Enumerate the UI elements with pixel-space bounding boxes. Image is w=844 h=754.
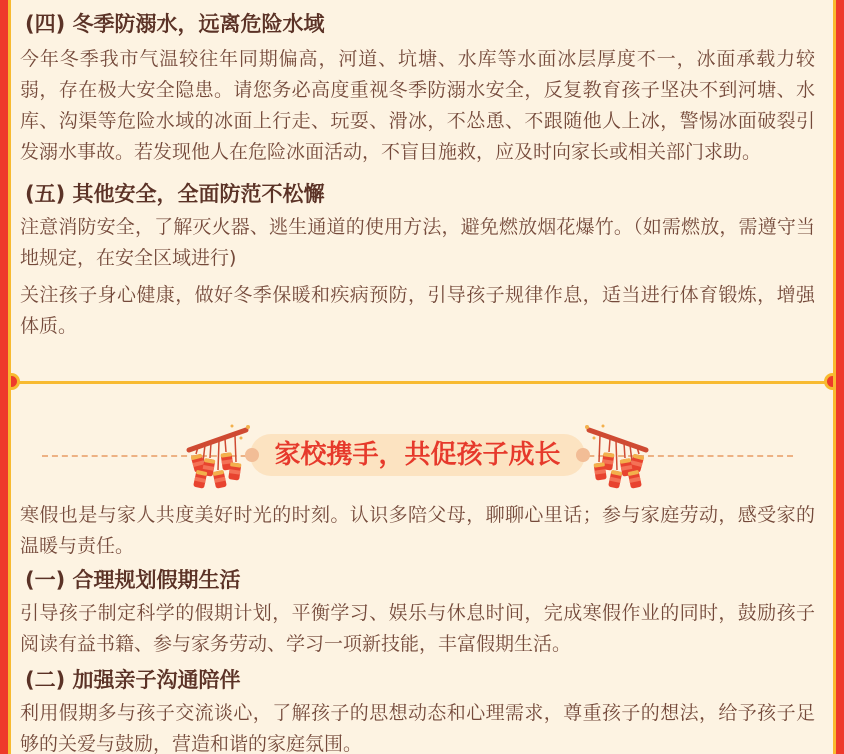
para-fire-safety: 注意消防安全，了解灭火器、逃生通道的使用方法，避免燃放烟花爆竹。（如需燃放，需遵守当地规定，在安全区域进行): [20, 216, 815, 269]
panel-divider: [8, 381, 836, 384]
firecracker-left-icon: [182, 419, 254, 491]
pill-dot-left: [245, 448, 259, 462]
heading-winter-drowning: (四) 冬季防溺水，远离危险水域: [25, 12, 325, 36]
para-holiday-plan: 引导孩子制定科学的假期计划，平衡学习、娱乐与休息时间，完成寒假作业的同时，鼓励孩子阅读有益书籍、参与家务劳动、学习一项新技能，丰富假期生活。: [20, 602, 815, 655]
banner-pill: [250, 434, 584, 476]
banner-title: 家校携手，共促孩子成长: [274, 440, 561, 470]
banner-home-school: [20, 413, 815, 497]
pill-dot-right: [576, 448, 590, 462]
para-health: 关注孩子身心健康，做好冬季保暖和疾病预防，引导孩子规律作息，适当进行体育锻炼，增强体质。: [20, 284, 815, 337]
section-family-growth: [20, 500, 815, 754]
article-content: [11, 0, 833, 754]
heading-other-safety: (五) 其他安全，全面防范不松懈: [25, 182, 325, 206]
left-gold-line: [8, 0, 11, 754]
para-family-intro: 寒假也是与家人共度美好时光的时刻。认识多陪父母，聊聊心里话；参与家庭劳动，感受家的温暖与责任。: [20, 504, 815, 557]
section-winter-safety: [20, 12, 815, 342]
heading-parent-child-communication: (二) 加强亲子沟通陪伴: [25, 668, 241, 692]
right-red-border: [836, 0, 844, 754]
para-parent-child-communication: 利用假期多与孩子交流谈心，了解孩子的思想动态和心理需求，尊重孩子的想法，给予孩子足够的关爱与鼓励，营造和谐的家庭氛围。: [20, 702, 815, 754]
right-gold-line: [833, 0, 836, 754]
heading-holiday-plan: (一) 合理规划假期生活: [25, 568, 241, 592]
firecracker-right-icon: [581, 419, 653, 491]
para-winter-drowning: 今年冬季我市气温较往年同期偏高，河道、坑塘、水库等水面冰层厚度不一，冰面承载力较弱，存在极大安全隐患。请您务必高度重视冬季防溺水安全，反复教育孩子坚决不到河塘、水库、沟渠等危险水域的冰面上行走、玩耍、滑冰，不怂恿、不跟随他人上冰，警惕冰面破裂引发溺水事故。若发现他人在危险冰面活动，不盲目施救，应及时向家长或相关部门求助。: [20, 48, 815, 163]
left-red-border: [0, 0, 8, 754]
